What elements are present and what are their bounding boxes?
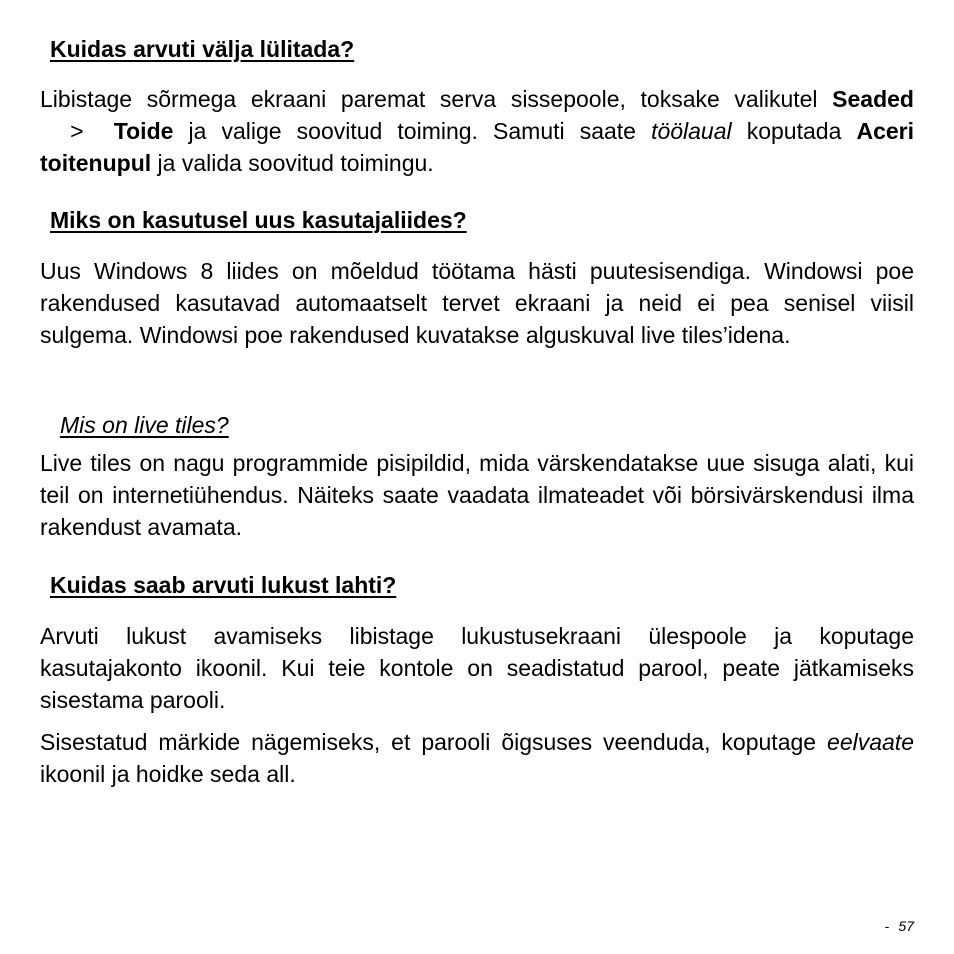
text-run: ja valida soovitud toimingu. <box>151 150 434 176</box>
bold-seaded: Seaded <box>832 86 914 112</box>
paragraph-new-ui: Uus Windows 8 liides on mõeldud töötama hästi puutesisendiga. Windowsi poe rakendused kasutavad automaatselt tervet ekraani ja neid ei pea senisel viisil sulgema. Windowsi poe rakendused kuvatakse alguskuval live tiles’idena. <box>40 258 914 348</box>
paragraph-shutdown <box>40 83 914 179</box>
section-heading-shutdown: Kuidas arvuti välja lülitada? <box>50 36 355 62</box>
footer-dash: - <box>884 918 890 934</box>
paragraph-live-tiles: Live tiles on nagu programmide pisipildid, mida värskendatakse uue sisuga alati, kui teil on internetiühendus. Näiteks saate vaadata ilmateadet või börsivärskendusi ilma rakendust avamata. <box>40 450 914 540</box>
text-run: Libistage sõrmega ekraani paremat serva sissepoole, toksake valikutel <box>40 86 833 112</box>
text-run: > <box>40 118 114 144</box>
paragraph-unlock-2 <box>40 726 914 790</box>
section-heading-unlock: Kuidas saab arvuti lukust lahti? <box>50 572 397 598</box>
page-number: 57 <box>898 918 914 934</box>
section-heading-new-ui: Miks on kasutusel uus kasutajaliides? <box>50 207 467 233</box>
text-run: ja valige soovitud toiming. Samuti saate <box>173 118 652 144</box>
bold-toide: Toide <box>113 118 174 144</box>
page-footer <box>885 918 914 934</box>
text-run: koputada <box>731 118 857 144</box>
italic-eelvaate: eelvaate <box>827 729 914 755</box>
text-run: ikoonil ja hoidke seda all. <box>40 761 296 787</box>
subheading-live-tiles: Mis on live tiles? <box>60 412 229 438</box>
paragraph-unlock-1: Arvuti lukust avamiseks libistage lukustusekraani ülespoole ja koputage kasutajakonto ikoonil. Kui teie kontole on seadistatud parool, peate jätkamiseks sisestama parooli. <box>40 623 914 713</box>
text-run: Sisestatud märkide nägemiseks, et parooli õigsuses veenduda, koputage <box>40 729 828 755</box>
italic-toolaual: töölaual <box>651 118 732 144</box>
bold-aceri-toitenupul: Aceri toitenupul <box>40 118 914 176</box>
